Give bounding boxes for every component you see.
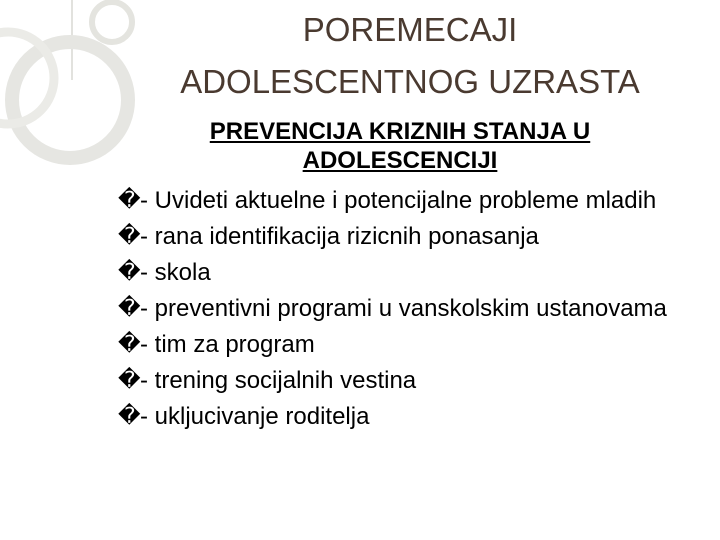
bullet-text: - Uvideti aktuelne i potencijalne probleme mladih <box>140 187 657 214</box>
deco-ring-large <box>12 42 128 158</box>
bullet-marker-icon: � <box>118 224 141 249</box>
bullet-item <box>118 402 698 431</box>
bullet-item <box>118 186 698 215</box>
bullet-item <box>118 366 698 395</box>
slide-title <box>120 4 700 108</box>
bullet-text: - rana identifikacija rizicnih ponasanja <box>140 223 539 250</box>
bullet-item <box>118 258 698 287</box>
bullet-item <box>118 294 698 323</box>
bullet-list <box>118 186 698 438</box>
bullet-marker-icon: � <box>118 296 141 321</box>
bullet-marker-icon: � <box>118 188 141 213</box>
bullet-item <box>118 330 698 359</box>
bullet-marker-icon: � <box>118 332 141 357</box>
bullet-marker-icon: � <box>118 260 141 285</box>
bullet-text: - preventivni programi u vanskolskim ustanovama <box>140 295 667 322</box>
bullet-marker-icon: � <box>118 404 141 429</box>
subtitle-line-2: ADOLESCENCIJI <box>302 147 498 174</box>
subtitle-line-1: PREVENCIJA KRIZNIH STANJA U <box>209 118 591 145</box>
slide-subtitle <box>150 117 650 175</box>
title-line-2: ADOLESCENTNOG UZRASTA <box>180 63 640 100</box>
bullet-text: - skola <box>140 259 211 286</box>
bullet-text: - tim za program <box>140 331 315 358</box>
title-line-1: POREMECAJI <box>302 11 518 48</box>
bullet-marker-icon: � <box>118 368 141 393</box>
bullet-text: - trening socijalnih vestina <box>140 367 417 394</box>
bullet-text: - ukljucivanje roditelja <box>140 403 370 430</box>
bullet-item <box>118 222 698 251</box>
